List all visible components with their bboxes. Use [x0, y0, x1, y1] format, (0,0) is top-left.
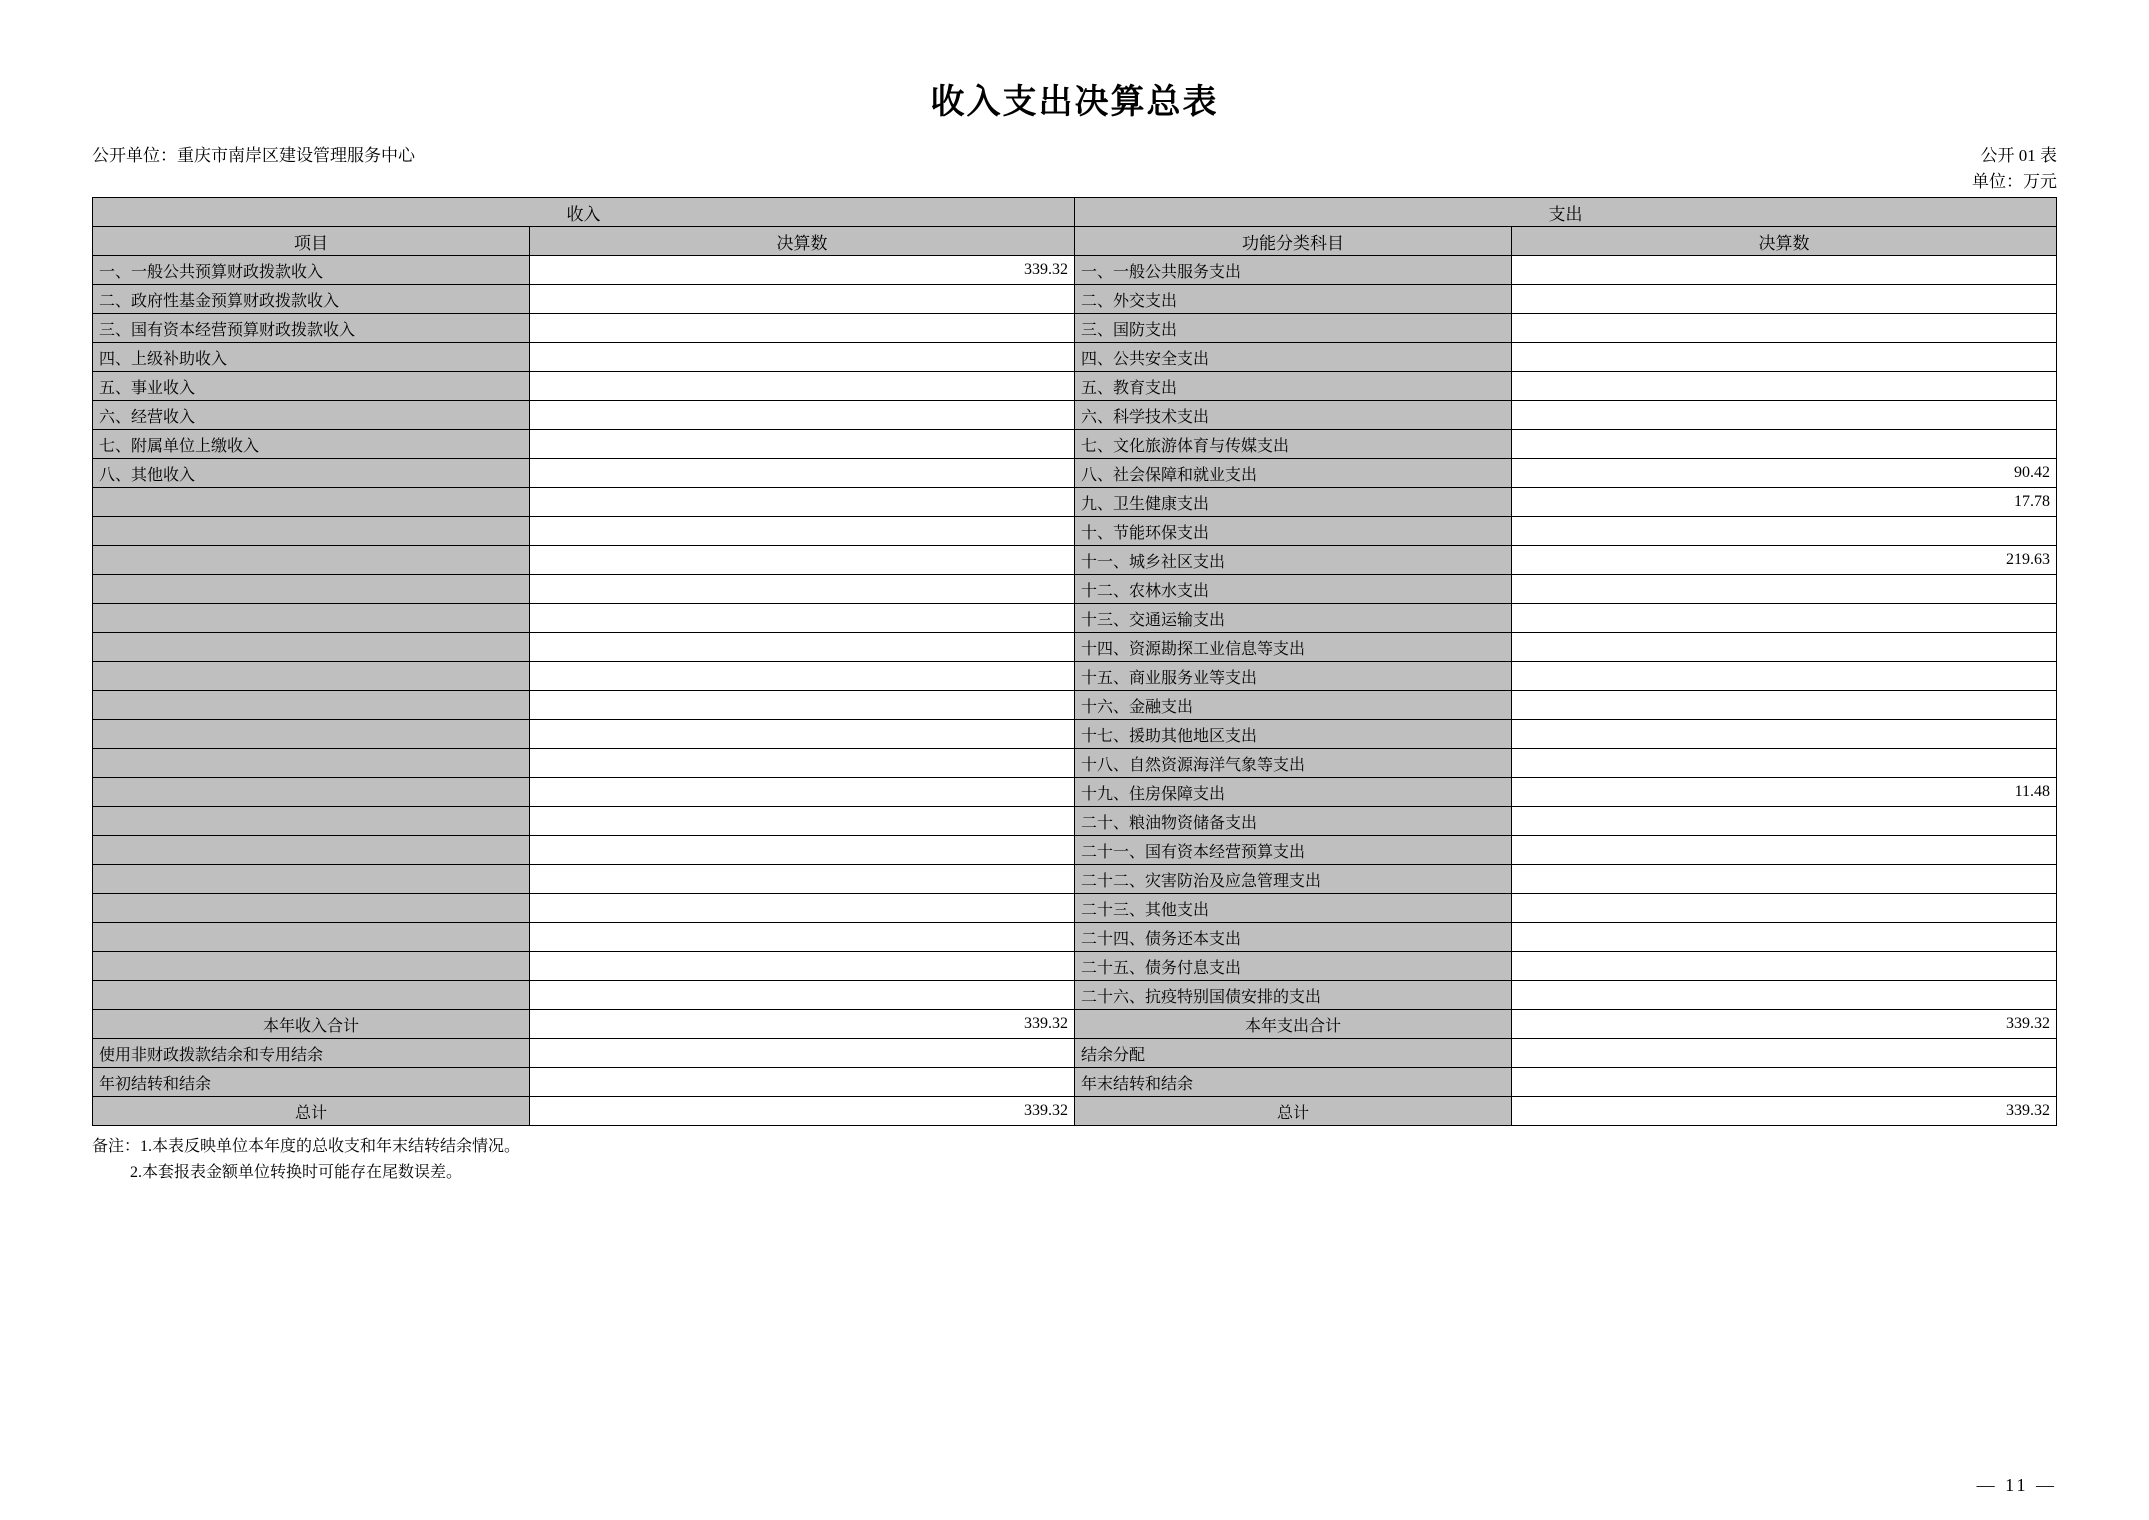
expense-item-value [1512, 517, 2057, 546]
income-item-value [530, 865, 1075, 894]
expense-item-value: 219.63 [1512, 546, 2057, 575]
table-row [93, 894, 2057, 923]
income-item-value [530, 488, 1075, 517]
expense-item-label: 一、一般公共服务支出 [1075, 256, 1512, 285]
income-item-label [93, 546, 530, 575]
table-row [93, 256, 2057, 285]
expense-item-value [1512, 807, 2057, 836]
expense-summary-value [1512, 1039, 2057, 1068]
income-item-value [530, 285, 1075, 314]
table-summary-row [93, 1097, 2057, 1126]
expense-item-label: 十七、援助其他地区支出 [1075, 720, 1512, 749]
table-column-header-row [93, 227, 2057, 256]
income-item-value [530, 343, 1075, 372]
expense-item-value [1512, 923, 2057, 952]
income-item-label [93, 749, 530, 778]
income-item-value [530, 314, 1075, 343]
table-row [93, 952, 2057, 981]
note-line-1: 备注：1.本表反映单位本年度的总收支和年末结转结余情况。 [92, 1138, 521, 1155]
expense-item-label: 十九、住房保障支出 [1075, 778, 1512, 807]
income-item-value [530, 778, 1075, 807]
income-item-label [93, 691, 530, 720]
income-item-label [93, 981, 530, 1010]
table-row [93, 459, 2057, 488]
table-row [93, 836, 2057, 865]
income-item-label [93, 720, 530, 749]
income-summary-label: 使用非财政拨款结余和专用结余 [93, 1039, 530, 1068]
expense-item-value [1512, 372, 2057, 401]
income-summary-value [530, 1068, 1075, 1097]
expense-item-value [1512, 256, 2057, 285]
note-line-2: 2.本套报表金额单位转换时可能存在尾数误差。 [130, 1163, 463, 1181]
income-total-value: 339.32 [530, 1010, 1075, 1039]
income-item-value [530, 604, 1075, 633]
group-header-income: 收入 [93, 198, 1075, 227]
table-row [93, 691, 2057, 720]
income-total-label: 本年收入合计 [93, 1010, 530, 1039]
income-item-label [93, 894, 530, 923]
expense-item-value [1512, 604, 2057, 633]
expense-item-value: 90.42 [1512, 459, 2057, 488]
income-item-label [93, 952, 530, 981]
expense-item-label: 十四、资源勘探工业信息等支出 [1075, 633, 1512, 662]
expense-item-label: 二十五、债务付息支出 [1075, 952, 1512, 981]
income-item-value: 339.32 [530, 256, 1075, 285]
income-item-value [530, 575, 1075, 604]
table-summary-row [93, 1010, 2057, 1039]
income-item-label [93, 662, 530, 691]
expense-item-label: 四、公共安全支出 [1075, 343, 1512, 372]
income-item-value [530, 981, 1075, 1010]
table-row [93, 488, 2057, 517]
income-item-label: 一、一般公共预算财政拨款收入 [93, 256, 530, 285]
expense-item-value [1512, 633, 2057, 662]
expense-item-value [1512, 720, 2057, 749]
org-label: 公开单位：重庆市南岸区建设管理服务中心 [92, 146, 415, 165]
page-title: 收入支出决算总表 [930, 83, 1219, 121]
expense-item-value: 17.78 [1512, 488, 2057, 517]
table-row [93, 343, 2057, 372]
table-row [93, 430, 2057, 459]
table-row [93, 314, 2057, 343]
income-item-label: 四、上级补助收入 [93, 343, 530, 372]
expense-item-label: 五、教育支出 [1075, 372, 1512, 401]
income-item-value [530, 807, 1075, 836]
table-group-header-row [93, 198, 2057, 227]
expense-item-label: 二十三、其他支出 [1075, 894, 1512, 923]
income-item-label: 二、政府性基金预算财政拨款收入 [93, 285, 530, 314]
expense-item-label: 二十、粮油物资储备支出 [1075, 807, 1512, 836]
expense-item-label: 七、文化旅游体育与传媒支出 [1075, 430, 1512, 459]
expense-grand-total-value: 339.32 [1512, 1097, 2057, 1126]
expense-summary-value [1512, 1068, 2057, 1097]
income-item-label: 三、国有资本经营预算财政拨款收入 [93, 314, 530, 343]
income-item-label: 八、其他收入 [93, 459, 530, 488]
expense-item-value [1512, 662, 2057, 691]
column-header-expense-amount: 决算数 [1512, 227, 2057, 256]
income-summary-value [530, 1039, 1075, 1068]
expense-item-label: 十一、城乡社区支出 [1075, 546, 1512, 575]
table-summary-row [93, 1068, 2057, 1097]
table-row [93, 633, 2057, 662]
expense-item-value [1512, 285, 2057, 314]
income-item-value [530, 459, 1075, 488]
income-item-value [530, 633, 1075, 662]
expense-item-value [1512, 343, 2057, 372]
expense-item-value [1512, 401, 2057, 430]
table-row [93, 285, 2057, 314]
income-item-value [530, 952, 1075, 981]
income-item-value [530, 517, 1075, 546]
expense-item-value [1512, 575, 2057, 604]
expense-item-value [1512, 691, 2057, 720]
table-row [93, 401, 2057, 430]
income-item-label [93, 575, 530, 604]
expense-item-label: 二十二、灾害防治及应急管理支出 [1075, 865, 1512, 894]
expense-item-value [1512, 314, 2057, 343]
expense-item-value [1512, 749, 2057, 778]
income-item-value [530, 401, 1075, 430]
income-item-value [530, 720, 1075, 749]
income-item-value [530, 894, 1075, 923]
income-expenditure-table [92, 197, 2057, 1126]
table-row [93, 720, 2057, 749]
table-row [93, 604, 2057, 633]
expense-summary-label: 结余分配 [1075, 1039, 1512, 1068]
income-grand-total-label: 总计 [93, 1097, 530, 1126]
income-item-value [530, 749, 1075, 778]
income-item-label [93, 836, 530, 865]
income-item-value [530, 923, 1075, 952]
income-item-label [93, 923, 530, 952]
expense-grand-total-label: 总计 [1075, 1097, 1512, 1126]
expense-item-label: 三、国防支出 [1075, 314, 1512, 343]
income-item-label: 六、经营收入 [93, 401, 530, 430]
income-item-label [93, 778, 530, 807]
income-item-value [530, 836, 1075, 865]
expense-item-label: 九、卫生健康支出 [1075, 488, 1512, 517]
income-item-label [93, 604, 530, 633]
table-row [93, 807, 2057, 836]
expense-item-label: 十二、农林水支出 [1075, 575, 1512, 604]
expense-total-label: 本年支出合计 [1075, 1010, 1512, 1039]
expense-item-value [1512, 865, 2057, 894]
income-item-value [530, 546, 1075, 575]
expense-item-label: 十八、自然资源海洋气象等支出 [1075, 749, 1512, 778]
income-grand-total-value: 339.32 [530, 1097, 1075, 1126]
expense-item-label: 二十四、债务还本支出 [1075, 923, 1512, 952]
page-number: — 11 — [1976, 1475, 2057, 1495]
expense-item-value [1512, 981, 2057, 1010]
income-item-label [93, 865, 530, 894]
column-header-income-item: 项目 [93, 227, 530, 256]
table-row [93, 778, 2057, 807]
expense-item-label: 十六、金融支出 [1075, 691, 1512, 720]
table-row [93, 517, 2057, 546]
expense-item-value: 11.48 [1512, 778, 2057, 807]
income-item-value [530, 691, 1075, 720]
expense-item-label: 六、科学技术支出 [1075, 401, 1512, 430]
table-row [93, 575, 2057, 604]
expense-item-value [1512, 894, 2057, 923]
table-row [93, 372, 2057, 401]
unit-note: 单位：万元 [1972, 172, 2057, 191]
expense-item-label: 二十六、抗疫特别国债安排的支出 [1075, 981, 1512, 1010]
table-row [93, 662, 2057, 691]
table-row [93, 546, 2057, 575]
expense-item-label: 十五、商业服务业等支出 [1075, 662, 1512, 691]
income-item-label [93, 517, 530, 546]
income-summary-label: 年初结转和结余 [93, 1068, 530, 1097]
table-row [93, 749, 2057, 778]
table-notes [92, 1134, 2057, 1185]
income-item-value [530, 372, 1075, 401]
expense-item-label: 八、社会保障和就业支出 [1075, 459, 1512, 488]
expense-item-value [1512, 952, 2057, 981]
form-number: 公开 01 表 [1980, 146, 2057, 165]
income-item-label [93, 807, 530, 836]
table-summary-row [93, 1039, 2057, 1068]
income-item-value [530, 662, 1075, 691]
expense-summary-label: 年末结转和结余 [1075, 1068, 1512, 1097]
income-item-label [93, 633, 530, 662]
group-header-expenditure: 支出 [1075, 198, 2057, 227]
table-row [93, 981, 2057, 1010]
expense-item-value [1512, 836, 2057, 865]
expense-total-value: 339.32 [1512, 1010, 2057, 1039]
table-row [93, 923, 2057, 952]
expense-item-value [1512, 430, 2057, 459]
table-row [93, 865, 2057, 894]
income-item-value [530, 430, 1075, 459]
document-meta [92, 141, 2057, 197]
column-header-income-amount: 决算数 [530, 227, 1075, 256]
expense-item-label: 十、节能环保支出 [1075, 517, 1512, 546]
income-item-label [93, 488, 530, 517]
expense-item-label: 十三、交通运输支出 [1075, 604, 1512, 633]
income-item-label: 五、事业收入 [93, 372, 530, 401]
expense-item-label: 二十一、国有资本经营预算支出 [1075, 836, 1512, 865]
column-header-expense-item: 功能分类科目 [1075, 227, 1512, 256]
income-item-label: 七、附属单位上缴收入 [93, 430, 530, 459]
expense-item-label: 二、外交支出 [1075, 285, 1512, 314]
